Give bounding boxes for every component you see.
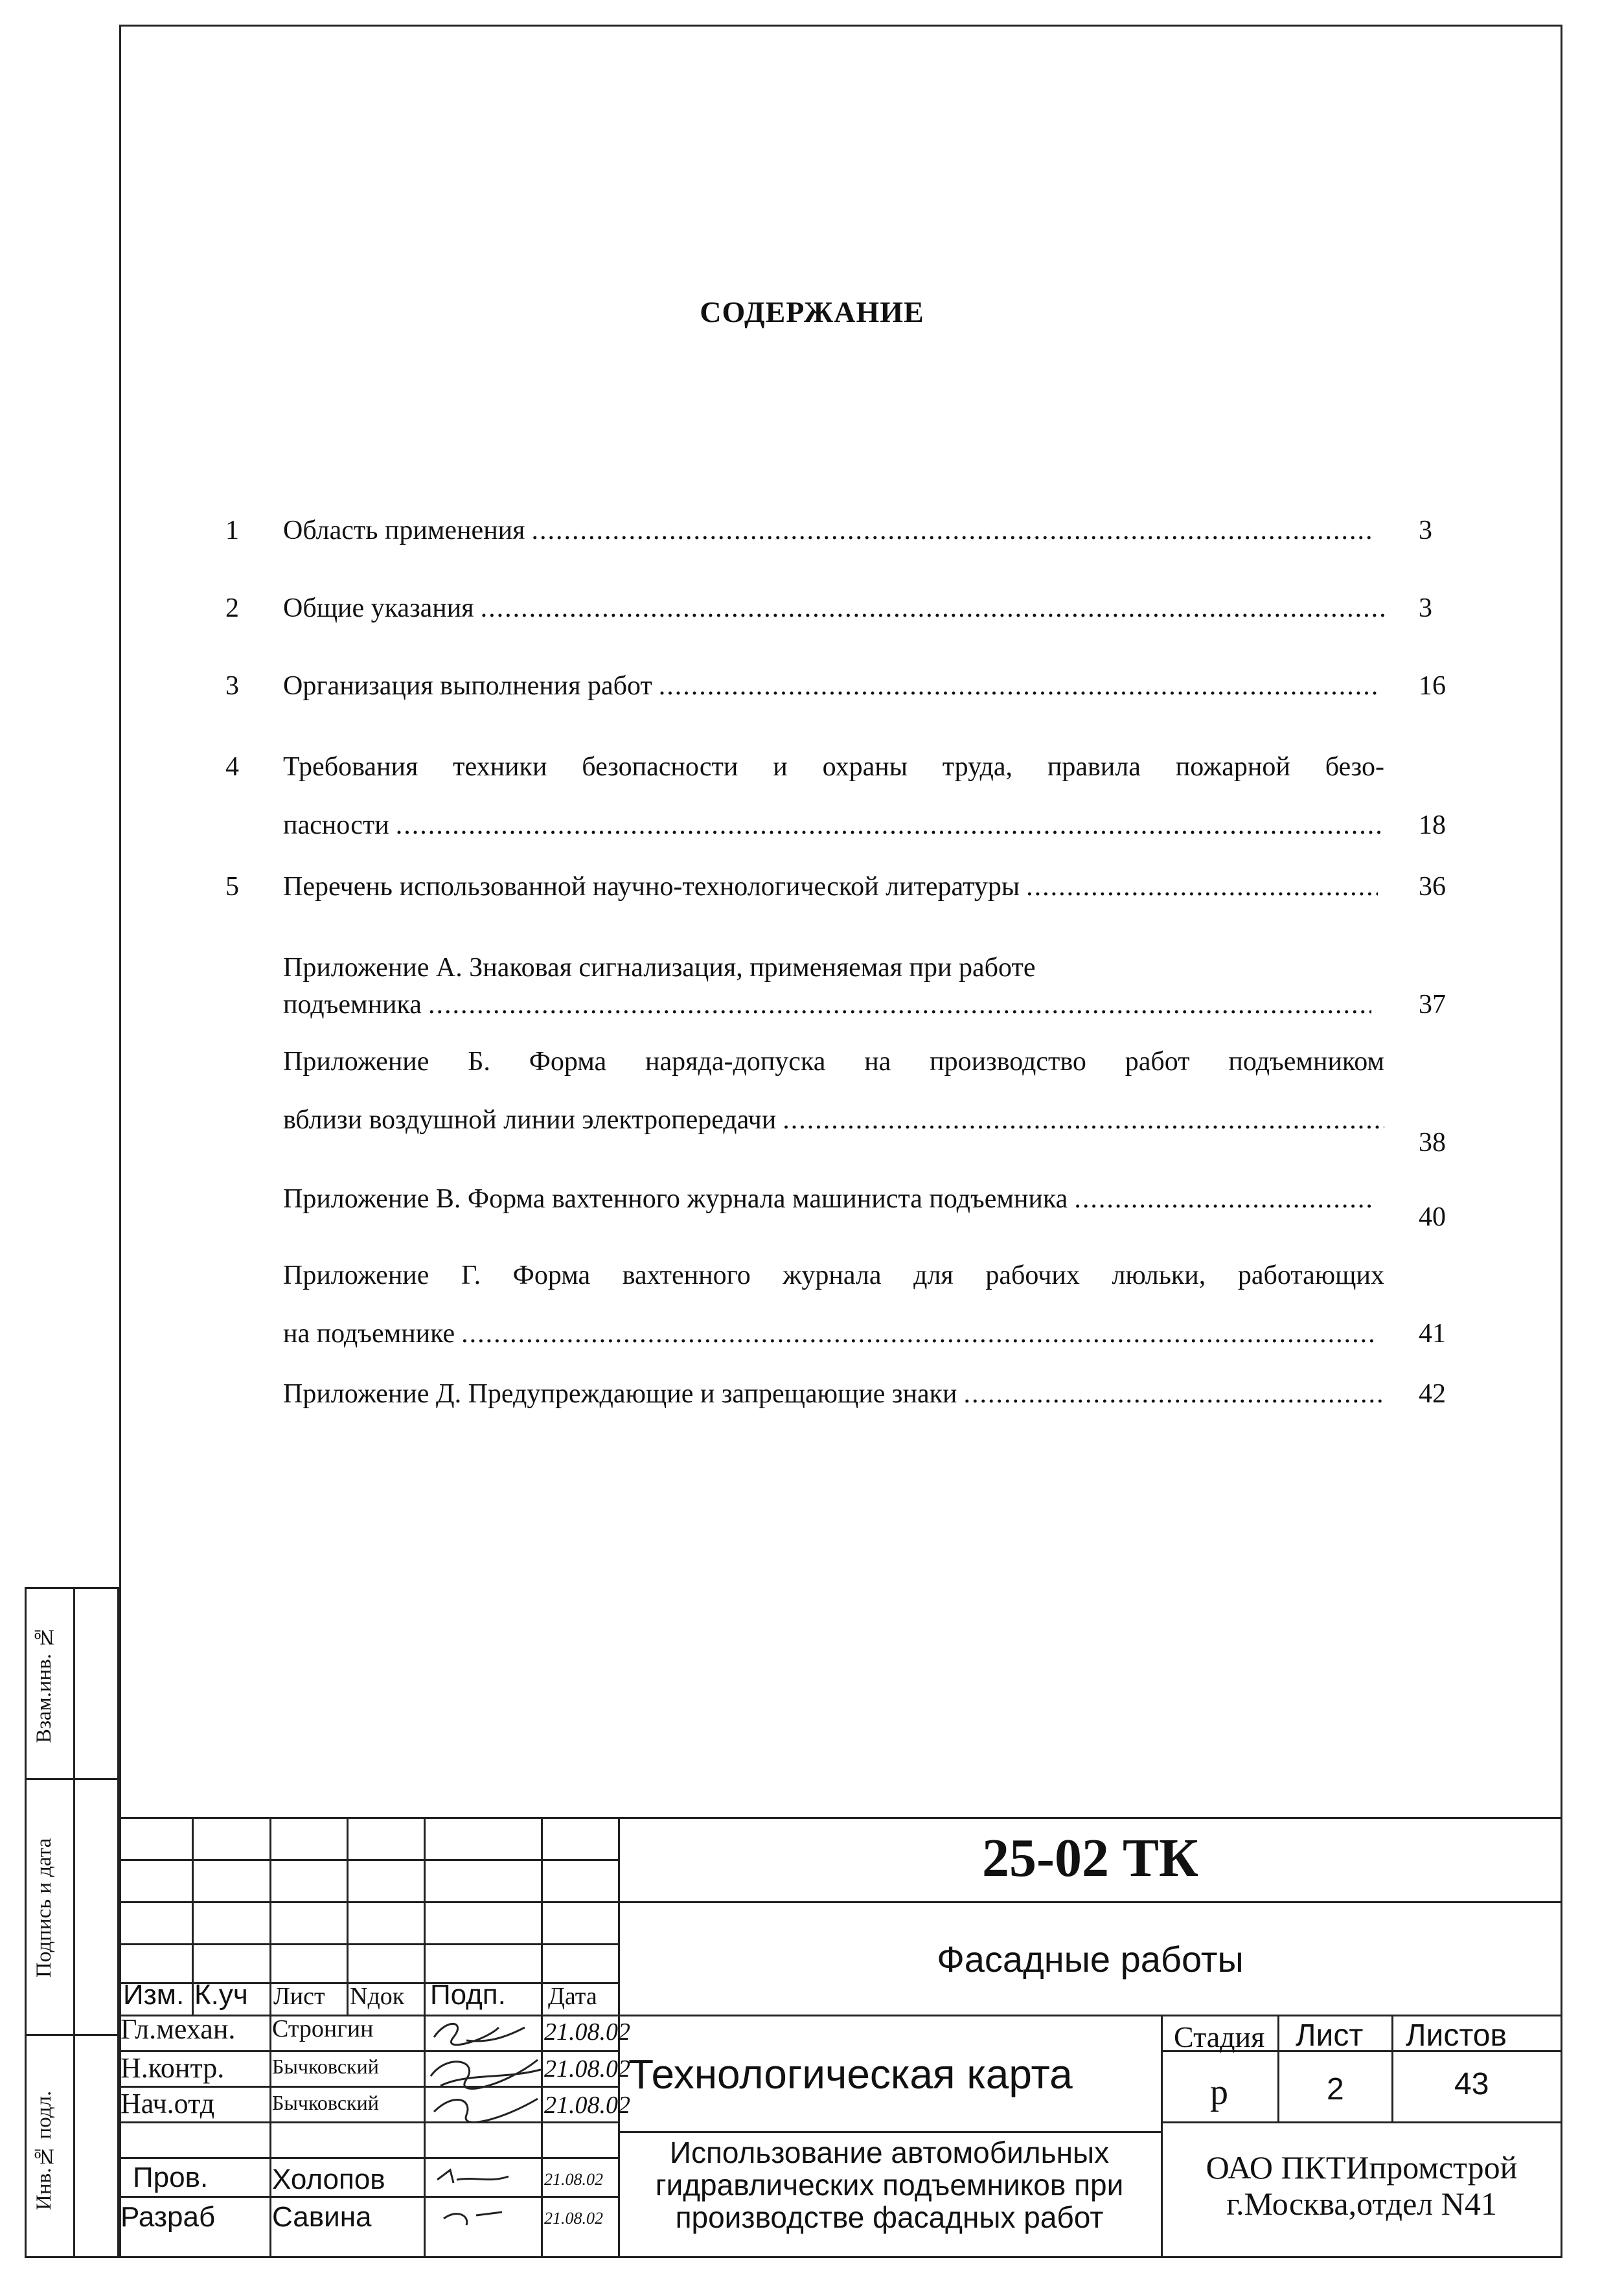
toc-number: 4 [225, 752, 239, 782]
toc-text-line2: на подъемнике [283, 1319, 455, 1349]
role-glmehan: Гл.механ. [120, 2013, 236, 2045]
toc-text-line1: Приложение Б. Форма наряда-допуска на производство работ подъемником [283, 1047, 1384, 1077]
role-prov: Пров. [133, 2162, 209, 2193]
toc-page: 3 [1419, 593, 1432, 623]
toc-page: 18 [1419, 810, 1446, 840]
doc-code: 25-02 ТК [982, 1828, 1198, 1888]
doc-description: Использование автомобильных гидравлических подъемников при производстве фасадных работ [655, 2136, 1124, 2234]
stage-header: Стадия [1174, 2020, 1265, 2053]
toc-text-line1: Приложение А. Знаковая сигнализация, применяемая при работе [283, 953, 1036, 983]
org-name: ОАО ПКТИпромстрой г.Москва,отдел N41 [1206, 2149, 1518, 2222]
sheets-header: Листов [1406, 2018, 1507, 2053]
toc-page: 36 [1419, 872, 1446, 902]
col-izm: Изм. [123, 1979, 185, 2011]
toc-text-line1: Приложение Г. Форма вахтенного журнала для рабочих люльки, работающих [283, 1261, 1384, 1290]
name-bychkovsky-2: Бычковский [272, 2091, 379, 2114]
name-strongin: Стронгин [272, 2015, 374, 2042]
date-row5: 21.08.02 [544, 2209, 603, 2228]
page-title: СОДЕРЖАНИЕ [700, 295, 924, 328]
toc-page: 41 [1419, 1319, 1446, 1349]
toc-number: 3 [225, 671, 239, 701]
sheet-value: 2 [1327, 2072, 1344, 2107]
stage-value: р [1210, 2072, 1228, 2112]
toc-text-line2: вблизи воздушной линии электропередачи [283, 1105, 777, 1135]
signature-scribbles [428, 2015, 544, 2125]
toc-text-line2: подъемника [283, 990, 422, 1020]
role-nkontr: Н.контр. [120, 2052, 225, 2084]
toc-page: 38 [1419, 1128, 1446, 1158]
role-razrab: Разраб [120, 2201, 216, 2233]
toc-number: 1 [225, 516, 239, 545]
col-kuch: К.уч [194, 1979, 248, 2011]
toc-page: 40 [1419, 1202, 1446, 1232]
col-podp: Подп. [430, 1979, 506, 2011]
col-data: Дата [548, 1983, 597, 2010]
page-frame [119, 25, 1562, 2258]
sheets-value: 43 [1454, 2067, 1489, 2101]
role-nachotd: Нач.отд [120, 2088, 215, 2119]
side-label-vzam: Взам.инв. № [32, 1625, 56, 1744]
toc-text: Организация выполнения работ [283, 671, 652, 701]
toc-page: 3 [1419, 516, 1432, 545]
toc-number: 2 [225, 593, 239, 623]
toc-text: Область применения [283, 516, 525, 545]
toc-page: 16 [1419, 671, 1446, 701]
side-label-inv: Инв.№ подл. [32, 2090, 56, 2211]
col-ndok: Nдок [350, 1983, 405, 2010]
name-bychkovsky-1: Бычковский [272, 2055, 379, 2078]
toc-text: Приложение Д. Предупреждающие и запрещающие знаки [283, 1379, 957, 1409]
col-list: Лист [273, 1983, 325, 2010]
signature-scribbles-lower [431, 2164, 528, 2241]
toc-text: Перечень использованной научно-технологической литературы [283, 872, 1020, 902]
sheet-header: Лист [1296, 2018, 1364, 2053]
toc-page: 37 [1419, 990, 1446, 1020]
date-row1: 21.08.02 [544, 2018, 630, 2046]
name-savina: Савина [272, 2201, 372, 2233]
date-row2: 21.08.02 [544, 2055, 630, 2083]
toc-page: 42 [1419, 1379, 1446, 1409]
name-holopov: Холопов [272, 2164, 385, 2195]
date-row3: 21.08.02 [544, 2092, 630, 2119]
doc-type: Технологическая карта [628, 2051, 1073, 2097]
date-row4: 21.08.02 [544, 2170, 603, 2189]
doc-subtitle: Фасадные работы [937, 1939, 1244, 1980]
side-label-podpis: Подпись и дата [32, 1838, 56, 1978]
toc-text: Общие указания [283, 593, 474, 623]
toc-text-line2: пасности [283, 810, 389, 840]
toc-text-line1: Требования техники безопасности и охраны труда, правила пожарной безо- [283, 752, 1384, 782]
toc-number: 5 [225, 872, 239, 902]
toc-text: Приложение В. Форма вахтенного журнала машиниста подъемника [283, 1184, 1068, 1214]
